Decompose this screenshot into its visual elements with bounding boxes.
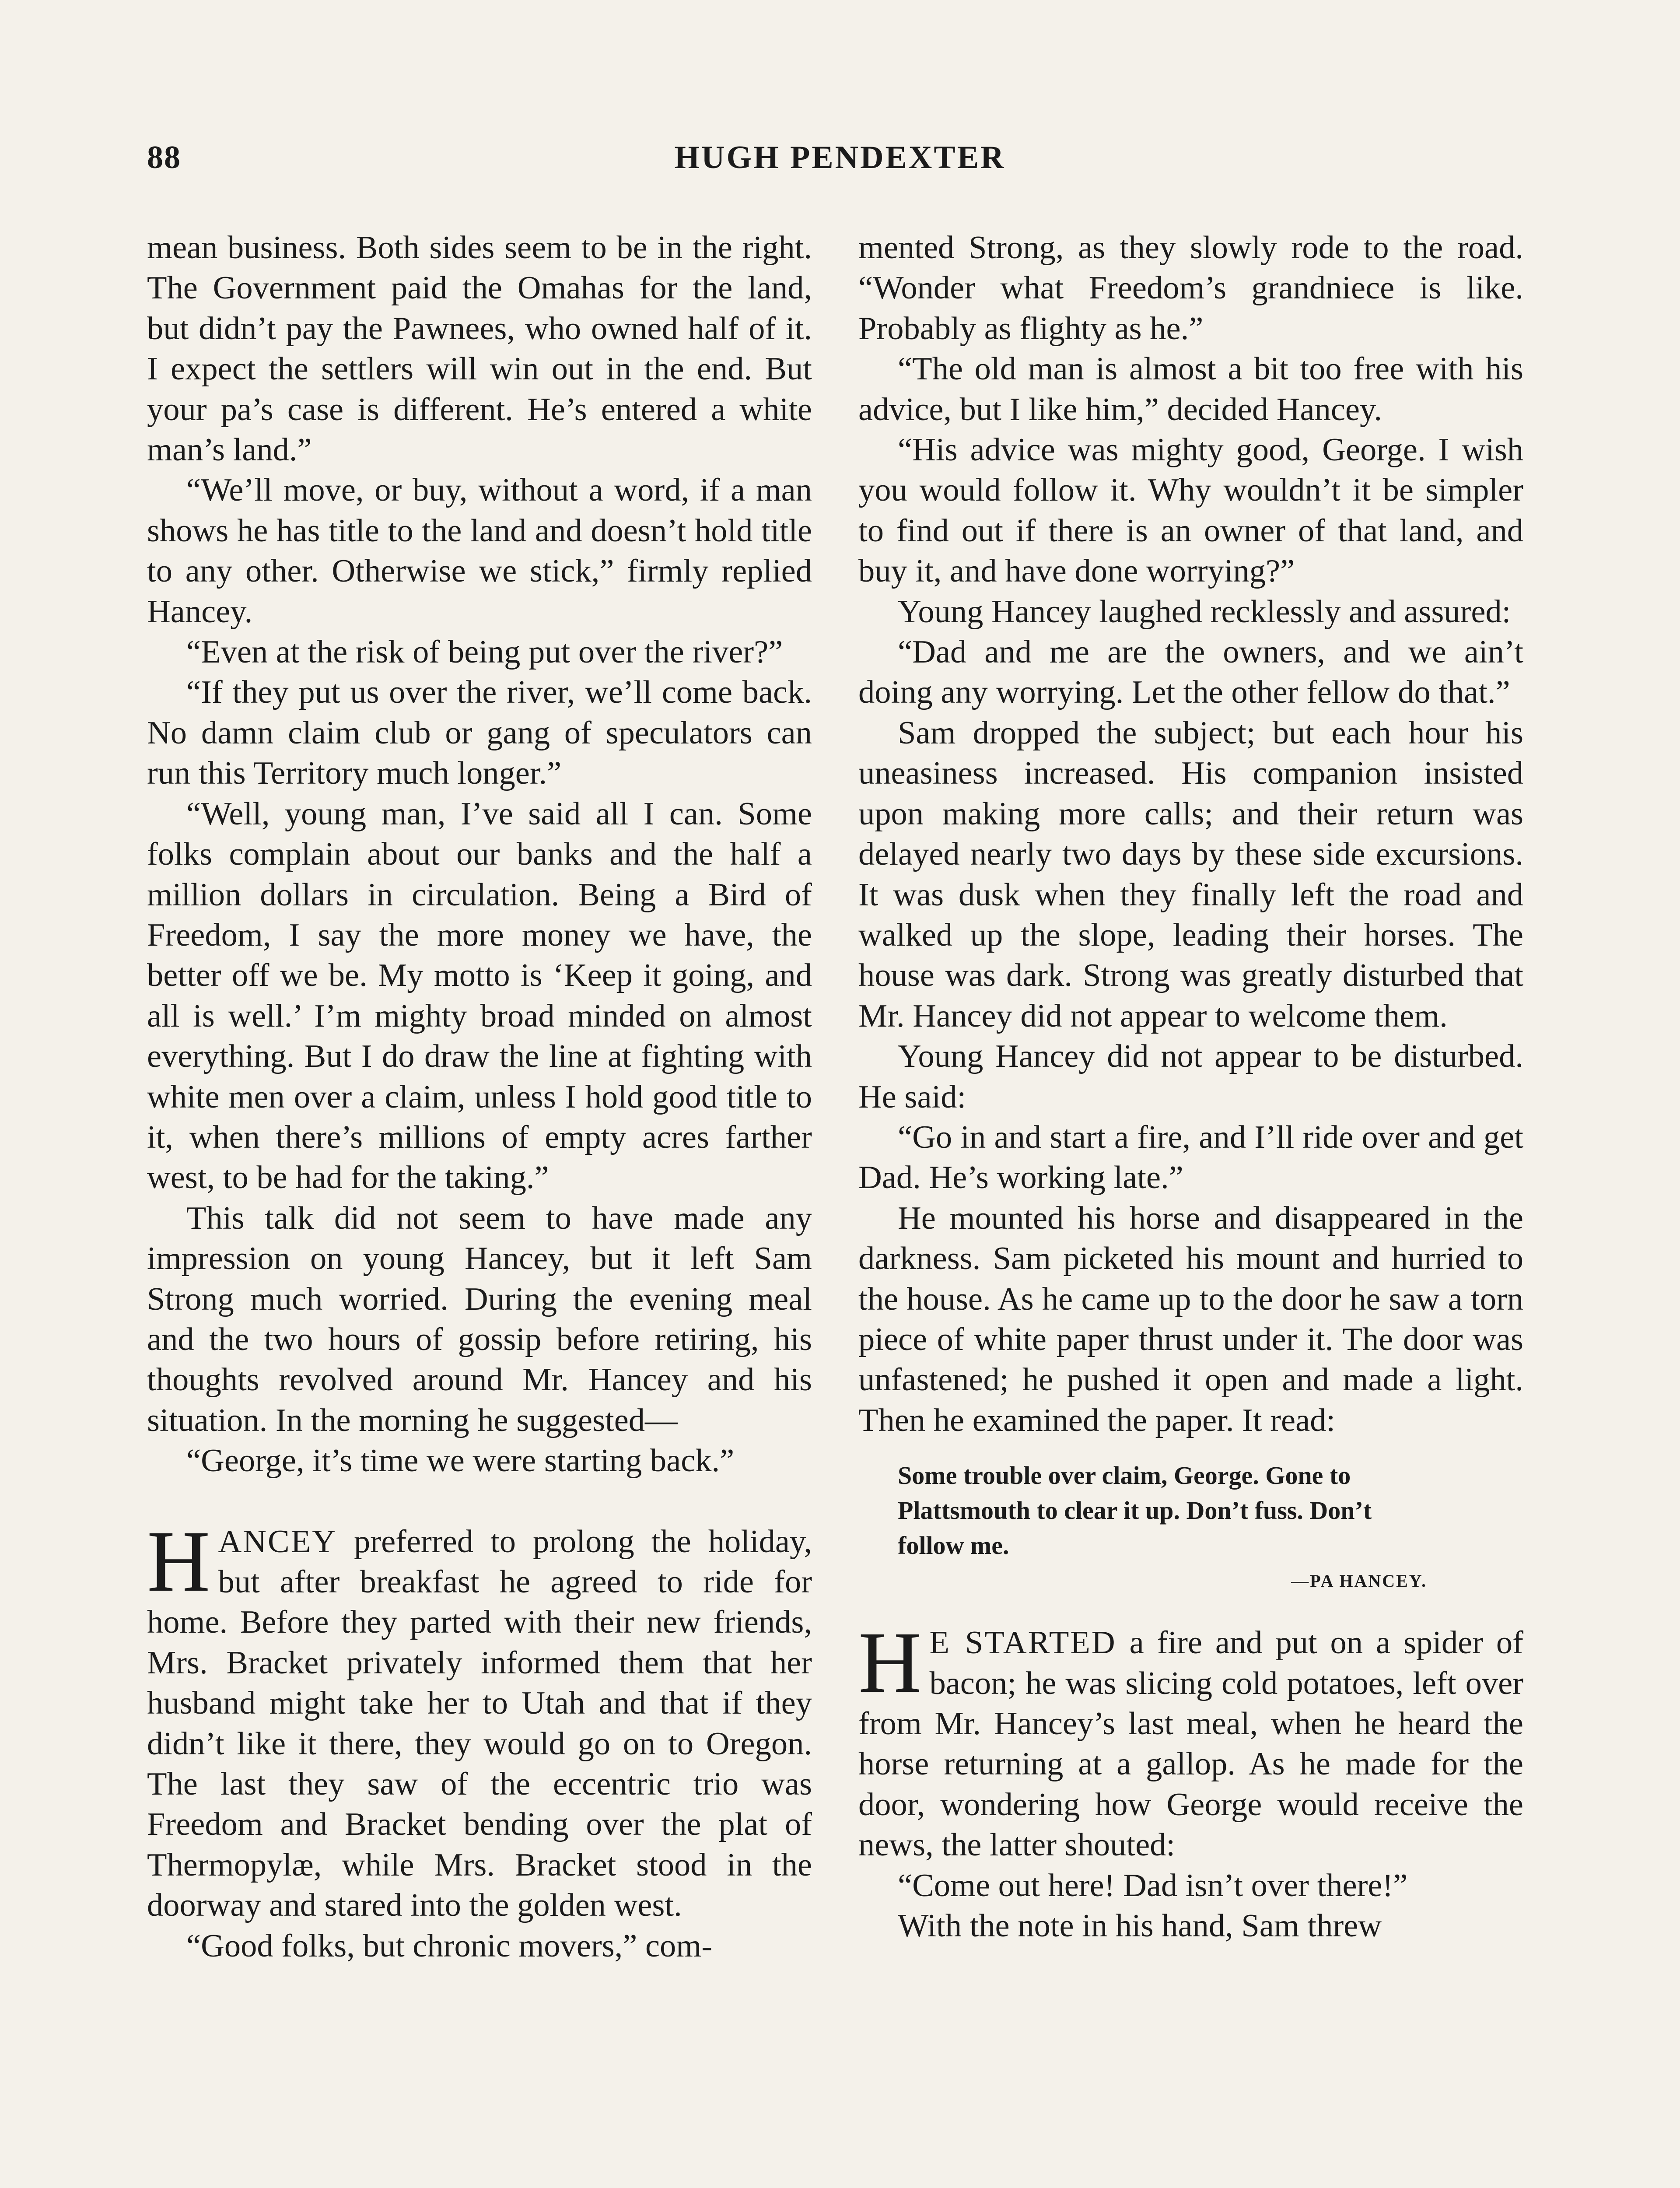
page-number: 88 [147,140,181,175]
running-head: HUGH PENDEXTER [674,140,1006,175]
paragraph: “We’ll move, or buy, without a word, if a man shows he has title to the land and doesn’t hold title to any other. Otherwise we stick,” firmly replied Hancey. [147,472,812,630]
note-line: follow me. [898,1531,1009,1560]
paragraph-text: preferred to prolong the holiday, but after breakfast he agreed to ride for home. Before they parted with their new friends, Mrs. Bracket privately informed them that her husband might take her to Utah and that if they didn’t like it there, they would go on to Oregon. The last they saw of the eccentric trio was Freedom and Bracket bending over the plat of Thermopylæ, while Mrs. Bracket stood in the doorway and stared into the golden west. [147,1523,812,1924]
drop-cap: H [858,1614,922,1711]
paragraph: “Go in and start a fire, and I’ll ride over and get Dad. He’s working late.” [858,1119,1523,1196]
paragraph: Young Hancey did not appear to be disturbed. He said: [858,1038,1523,1115]
small-caps-lead: ANCEY [218,1523,337,1560]
paragraph: “Come out here! Dad isn’t over there!” [898,1867,1408,1904]
section-opening-paragraph [147,1513,812,1926]
note-line: Plattsmouth to clear it up. Don’t fuss. Don’t [898,1496,1372,1525]
paragraph-text: a fire and put on a spider of bacon; he was slicing cold potatoes, left over from Mr. Hancey’s last meal, when he heard the horse returning at a gallop. As he made for the door, wondering how George would receive the news, the latter shouted: [858,1625,1523,1863]
paragraph: “The old man is almost a bit too free with his advice, but I like him,” decided Hancey. [858,351,1523,428]
section-opening-paragraph [858,1614,1523,1865]
paragraph: This talk did not seem to have made any impression on young Hancey, but it left Sam Strong much worried. During the evening meal and the two hours of gossip before retiring, his thoughts revolved around Mr. Hancey and his situation. In the morning he suggested— [147,1200,812,1438]
quoted-note [898,1458,1515,1563]
left-column [147,228,812,1966]
small-caps-lead: E STARTED [929,1625,1116,1661]
right-column [858,228,1523,1946]
section-break [147,1481,812,1522]
paragraph: He mounted his horse and disappeared in the darkness. Sam picketed his mount and hurried to the house. As he came up to the door he saw a torn piece of white paper thrust under it. The door was unfastened; he pushed it open and made a light. Then he examined the paper. It read: [858,1200,1523,1438]
paragraph: With the note in his hand, Sam threw [898,1908,1382,1944]
paragraph: “Good folks, but chronic movers,” com- [186,1928,713,1964]
paragraph: “Well, young man, I’ve said all I can. Some folks complain about our banks and the half a million dollars in circulation. Being a Bird of Freedom, I say the more money we have, the better off we be. My motto is ‘Keep it going, and all is well.’ I’m mighty broad minded on almost everything. But I do draw the line at fighting with white men over a claim, unless I hold good title to it, when there’s millions of empty acres farther west, to be had for the taking.” [147,796,812,1196]
drop-cap: H [147,1513,210,1610]
note-signature: —PA HANCEY. [1291,1571,1427,1591]
paragraph: mean business. Both sides seem to be in the right. The Government paid the Omahas for the land, but didn’t pay the Pawnees, who owned half of it. I expect the settlers will win out in the end. But your pa’s case is different. He’s entered a white man’s land.” [147,230,812,468]
paragraph: mented Strong, as they slowly rode to the road. “Wonder what Freedom’s grandniece is like. Probably as flighty as he.” [858,230,1523,347]
paragraph: “Dad and me are the owners, and we ain’t doing any worrying. Let the other fellow do that.” [858,634,1523,711]
paragraph: Young Hancey laughed recklessly and assured: [898,593,1511,630]
paragraph: “George, it’s time we were starting back.” [186,1443,735,1479]
paragraph: “Even at the risk of being put over the river?” [186,634,783,670]
paragraph: “If they put us over the river, we’ll come back. No damn claim club or gang of speculators can run this Territory much longer.” [147,674,812,792]
paragraph: “His advice was mighty good, George. I wish you would follow it. Why wouldn’t it be simpler to find out if there is an owner of that land, and buy it, and have done worrying?” [858,432,1523,589]
section-break [858,1596,1523,1623]
page-header [147,139,1533,187]
note-line: Some trouble over claim, George. Gone to [898,1461,1351,1490]
paragraph: Sam dropped the subject; but each hour his uneasiness increased. His companion insisted upon making more calls; and their return was delayed nearly two days by these side excursions. It was dusk when they finally left the road and walked up the slope, leading their horses. The house was dark. Strong was greatly disturbed that Mr. Hancey did not appear to welcome them. [858,715,1523,1034]
